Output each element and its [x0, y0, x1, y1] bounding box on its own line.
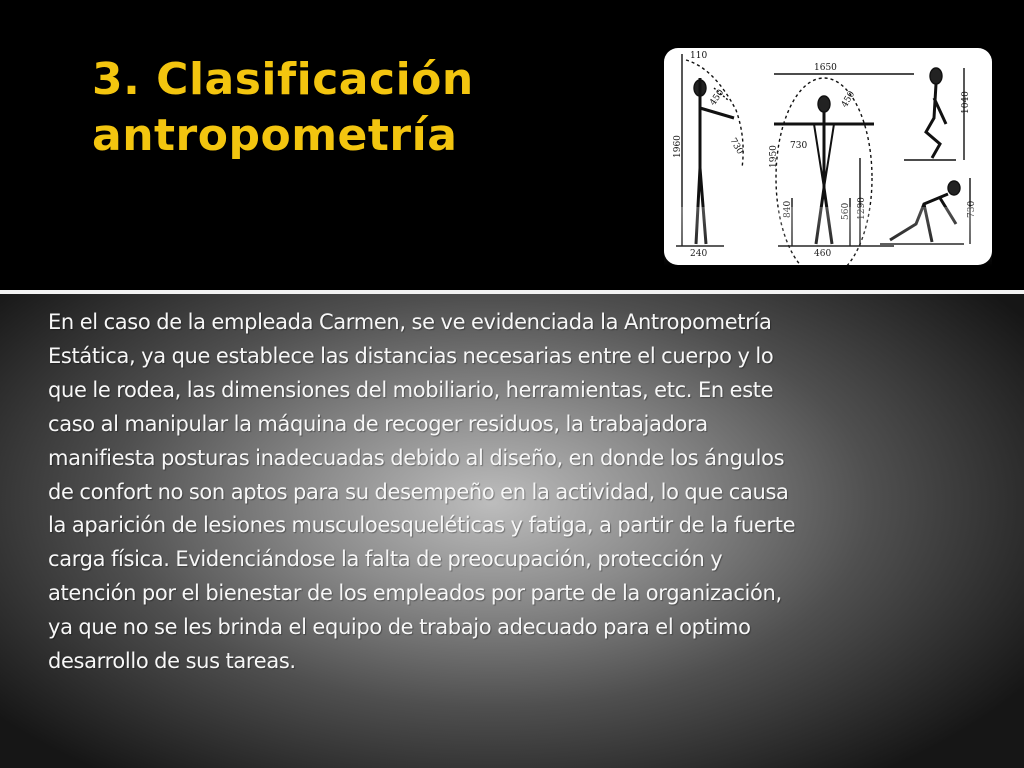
- body-line: carga física. Evidenciándose la falta de preocupación, protección y: [48, 547, 723, 572]
- dim-560: 560: [841, 202, 851, 220]
- body-paragraph: [48, 306, 988, 679]
- body-line: Estática, ya que establece las distancias necesarias entre el cuerpo y lo: [48, 343, 774, 368]
- dim-730b: 730: [790, 141, 808, 151]
- slide-title-line-1: 3. Clasificación: [92, 54, 474, 105]
- dim-1950: 1950: [769, 145, 779, 168]
- dim-1960: 1960: [673, 135, 683, 158]
- dim-730a: 730: [727, 136, 745, 157]
- body-line: desarrollo de sus tareas.: [48, 649, 296, 674]
- slide-title-line-2: antropometría: [92, 110, 458, 161]
- dim-450b: 450: [839, 89, 858, 110]
- dim-840: 840: [783, 200, 793, 218]
- body-line: la aparición de lesiones musculoesqueléticas y fatiga, a partir de la fuerte: [48, 513, 796, 538]
- slide-title: [92, 52, 632, 164]
- dim-1650: 1650: [814, 63, 837, 73]
- squatting-figure: [904, 68, 964, 160]
- body-line: de confort no son aptos para su desempeño en la actividad, lo que causa: [48, 479, 789, 504]
- body-line: En el caso de la empleada Carmen, se ve evidenciada la Antropometría: [48, 310, 772, 334]
- dim-730c: 730: [967, 200, 977, 218]
- body-line: manifiesta posturas inadecuadas debido al diseño, en donde los ángulos: [48, 445, 785, 470]
- anthropometry-figure: [664, 48, 992, 265]
- body-line: que le rodea, las dimensiones del mobiliario, herramientas, etc. En este: [48, 377, 774, 402]
- dim-450a: 450: [708, 87, 727, 108]
- crawling-figure: [880, 178, 970, 244]
- dim-240: 240: [690, 249, 708, 259]
- dim-460: 460: [814, 249, 832, 259]
- body-line: ya que no se les brinda el equipo de trabajo adecuado para el optimo: [48, 615, 751, 640]
- dim-1290: 1290: [857, 197, 867, 220]
- body-line: caso al manipular la máquina de recoger residuos, la trabajadora: [48, 411, 708, 436]
- body-line: atención por el bienestar de los empleados por parte de la organización,: [48, 581, 782, 606]
- divider-line: [0, 290, 1024, 294]
- dim-110: 110: [690, 51, 708, 61]
- dim-1040: 1040: [961, 91, 971, 114]
- anthropometry-diagram: [664, 48, 992, 265]
